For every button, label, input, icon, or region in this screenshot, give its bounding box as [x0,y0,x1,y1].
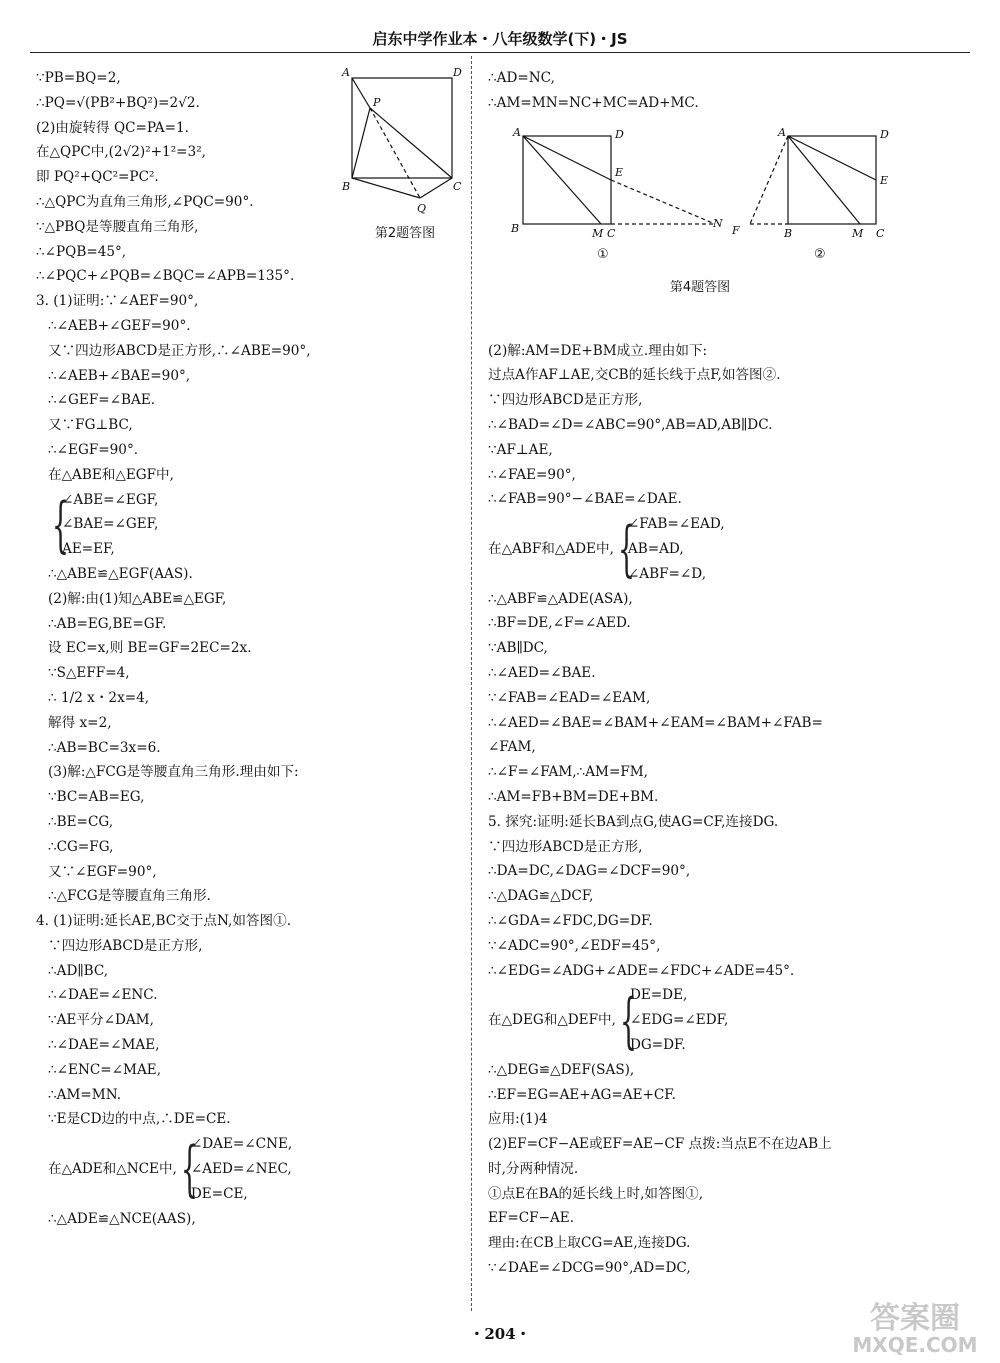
point-label: B [342,180,351,193]
condition-line: DG=DF. [629,1036,686,1053]
point-label: M [852,227,864,240]
point-label: F [732,224,740,237]
condition-line: ∠EDG=∠EDF, [629,1012,729,1029]
point-label: A [513,126,521,139]
point-label: Q [417,202,427,215]
brace-conditions [488,512,958,586]
brace-conditions [36,1132,466,1206]
text-line: (2)解:AM=DE+BM成立.理由如下: [488,342,708,359]
condition-line: ∠FAB=∠EAD, [627,516,725,533]
text-line: (2)EF=CF−AE或EF=AE−CF 点拨:当点E不在边AB上 [488,1136,832,1153]
text-line: ∵E是CD边的中点,∴DE=CE. [48,1111,231,1128]
text-line: (2)解:由(1)知△ABE≌△EGF, [48,590,227,607]
text-line: ∠FAM, [488,739,536,756]
header-rule [30,52,970,53]
text-line: ∴∠PQB=45°, [36,243,127,260]
text-line: ∵AB∥DC, [488,640,548,657]
problem-3-heading: 3. (1)证明:∵∠AEF=90°, [36,293,199,310]
problem-5-heading: 5. 探究:证明:延长BA到点G,使AG=CF,连接DG. [488,813,779,830]
watermark-logo [840,1292,990,1358]
text-line: ∴∠PQC+∠PQB=∠BQC=∠APB=135°. [36,268,295,285]
point-label: B [511,222,520,235]
brace-conditions [36,488,466,562]
text-line: ∴∠GDA=∠FDC,DG=DF. [488,912,653,929]
point-label: A [342,66,350,79]
condition-line: DE=DE, [629,987,688,1004]
condition-line: AE=EF, [62,541,115,558]
text-line: ∴△ADE≌△NCE(AAS), [48,1210,196,1227]
point-label: E [615,166,624,179]
point-label: C [607,227,616,240]
page-number: ・204・ [469,1325,531,1343]
text-line: (3)解:△FCG是等腰直角三角形.理由如下: [48,764,299,781]
text-line: 解得 x=2, [48,714,112,731]
text-line: ∴AM=FB+BM=DE+BM. [488,788,659,805]
point-label: A [778,126,786,139]
text-line: ∵∠ADC=90°,∠EDF=45°, [488,937,661,954]
text-line: ∴∠AEB+∠BAE=90°, [48,367,191,384]
point-label: B [784,227,793,240]
text-line: ∴△FCG是等腰直角三角形. [48,888,211,905]
point-label: C [876,227,885,240]
text-line: (2)由旋转得 QC=PA=1. [36,119,189,136]
text-line: ∴AD∥BC, [48,962,109,979]
text-line: ∴∠ENC=∠MAE, [48,1061,162,1078]
text-line: ∴AM=MN=NC+MC=AD+MC. [488,94,699,111]
point-label: D [453,66,462,79]
point-label: M [592,227,604,240]
text-line: ∵AE平分∠DAM, [48,1012,154,1029]
condition-line: ∠BAE=∠GEF, [62,516,159,533]
text-line: ∴AB=EG,BE=GF. [48,615,167,632]
condition-line: ∠AED=∠NEC, [190,1161,292,1178]
figure-4-diagram-2 [730,124,900,264]
text-line: ∴△DEG≌△DEF(SAS), [488,1061,635,1078]
figure-2-caption: 第2题答图 [374,226,436,241]
text-line: ∴DA=DC,∠DAG=∠DCF=90°, [488,863,691,880]
point-label: N [713,217,723,230]
column-divider [471,56,472,1311]
text-line: ∴∠DAE=∠ENC. [48,987,158,1004]
condition-line: ∠ABE=∠EGF, [62,491,159,508]
watermark-url: MXQE.COM [852,1333,978,1357]
figure-4-caption: 第4题答图 [669,280,731,295]
text-line: 过点A作AF⊥AE,交CB的延长线于点F,如答图②. [488,367,781,384]
brace-intro: 在△DEG和△DEF中, [488,1012,616,1029]
text-line: ∵AF⊥AE, [488,441,553,458]
subfigure-mark: ① [597,247,609,262]
text-line: ∴△QPC为直角三角形,∠PQC=90°. [36,193,254,210]
problem-4-heading: 4. (1)证明:延长AE,BC交于点N,如答图①. [36,913,292,930]
text-line: ∴EF=EG=AE+AG=AE+CF. [488,1086,676,1103]
text-line: EF=CF−AE. [488,1210,575,1227]
text-line: ∴AD=NC, [488,70,555,86]
point-label: E [880,174,889,187]
text-line: ∵△PBQ是等腰直角三角形, [36,218,199,235]
text-line: ∵∠FAB=∠EAD=∠EAM, [488,689,651,706]
text-line: ∴BF=DE,∠F=∠AED. [488,615,631,632]
point-label: D [615,128,624,141]
text-line: ∴AM=MN. [48,1086,122,1103]
text-line: ∵四边形ABCD是正方形, [488,838,643,855]
text-line: ∴∠AED=∠BAE=∠BAM+∠EAM=∠BAM+∠FAB= [488,714,823,731]
point-label: C [453,180,462,193]
subfigure-mark: ② [814,247,826,262]
text-line: 又∵FG⊥BC, [48,417,133,434]
text-line: ∴ 1/2 x・2x=4, [48,689,150,706]
text-line: ∴△ABE≌△EGF(AAS). [48,565,193,582]
condition-line: DE=CE, [190,1185,248,1202]
text-line: ∴∠FAE=90°, [488,466,576,483]
text-line: ∵PB=BQ=2, [36,70,121,86]
text-line: ∴△DAG≌△DCF, [488,888,594,905]
condition-line: ∠DAE=∠CNE, [190,1136,293,1153]
brace-symbol: { [617,514,635,585]
text-line: 又∵∠EGF=90°, [48,863,157,880]
text-line: ①点E在BA的延长线上时,如答图①, [488,1185,704,1202]
text-line: 理由:在CB上取CG=AE,连接DG. [488,1235,691,1252]
text-line: ∵∠DAE=∠DCG=90°,AD=DC, [488,1260,691,1277]
text-line: 又∵四边形ABCD是正方形,∴∠ABE=90°, [48,342,311,359]
text-line: ∴∠FAB=90°−∠BAE=∠DAE. [488,491,682,508]
text-line: ∵S△EFF=4, [48,665,130,682]
text-line: ∴∠BAD=∠D=∠ABC=90°,AB=AD,AB∥DC. [488,416,773,433]
brace-symbol: { [51,489,70,560]
text-line: ∴∠GEF=∠BAE. [48,392,156,409]
text-line: 在△QPC中,(2√2)²+1²=3², [36,144,206,161]
text-line: 应用:(1)4 [488,1111,548,1128]
text-line: 设 EC=x,则 BE=GF=2EC=2x. [48,640,252,657]
figure-4-diagram-1 [505,124,735,264]
text-line: ∵BC=AB=EG, [48,789,145,806]
watermark-text: 答案圈 [870,1301,960,1336]
text-line: ∴∠EGF=90°. [48,441,139,458]
condition-line: ∠ABF=∠D, [627,565,707,582]
running-header: 启东中学作业本・八年级数学(下)・JS [372,30,628,48]
text-line: 时,分两种情况. [488,1160,579,1177]
text-line: ∴BE=CG, [48,813,114,830]
text-line: ∴AB=BC=3x=6. [48,739,161,756]
text-line: ∵四边形ABCD是正方形, [48,937,203,954]
figure-2-diagram [340,66,465,216]
text-line: ∴PQ=√(PB²+BQ²)=2√2. [36,94,200,111]
brace-conditions [488,983,958,1057]
brace-intro: 在△ADE和△NCE中, [48,1161,177,1178]
point-label: D [880,128,889,141]
text-line: ∴∠EDG=∠ADG+∠ADE=∠FDC+∠ADE=45°. [488,962,795,979]
text-line: ∴∠DAE=∠MAE, [48,1037,160,1054]
text-line: ∴∠F=∠FAM,∴AM=FM, [488,764,649,781]
brace-intro: 在△ABF和△ADE中, [488,540,614,557]
text-line: ∴△ABF≌△ADE(ASA), [488,590,633,607]
brace-symbol: { [619,985,637,1056]
condition-line: AB=AD, [627,540,684,557]
text-line: ∴∠AEB+∠GEF=90°. [48,317,191,334]
brace-symbol: { [180,1134,198,1205]
text-line: ∴∠AED=∠BAE. [488,664,596,681]
text-line: ∴CG=FG, [48,838,114,855]
text-line: ∵四边形ABCD是正方形, [488,392,643,409]
text-line: 即 PQ²+QC²=PC². [36,169,159,186]
text-line: 在△ABE和△EGF中, [48,466,174,483]
point-label: P [373,96,381,109]
